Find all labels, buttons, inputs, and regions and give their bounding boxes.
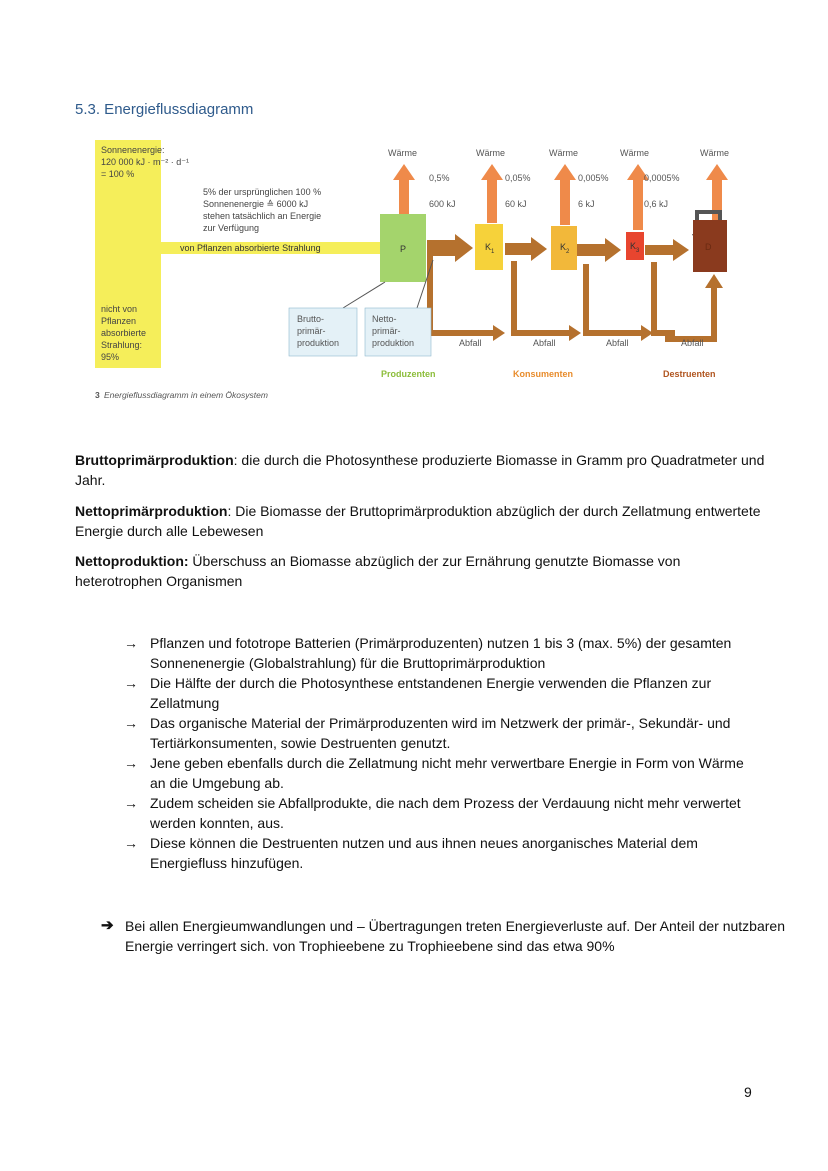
caption-number: 3: [95, 390, 100, 400]
box-label-k3: K: [630, 241, 637, 251]
group-consumers: Konsumenten: [513, 369, 574, 379]
summary-text: Bei allen Energieumwandlungen und – Übertragungen treten Energieverluste auf. Der Anteil der nutzbaren Energie verringert sich. von Trophieebene zu Trophieebene sind das etwa 90%: [125, 918, 785, 954]
group-decomposers: Destruenten: [663, 369, 716, 379]
list-item: [124, 673, 754, 713]
not-absorbed-3: absorbierte: [101, 328, 147, 338]
not-absorbed-2: Pflanzen: [101, 316, 137, 326]
flow-k2-k3: [577, 238, 621, 262]
list-item-text: Pflanzen und fototrope Batterien (Primärproduzenten) nutzen 1 bis 3 (max. 5%) der gesamten Sonnenenergie (Globalstrahlung) für die Bruttoprimärproduktion: [150, 635, 732, 671]
definition-text: Überschuss an Biomasse abzüglich der zur Ernährung genutzte Biomasse von heterotrophen Organismen: [75, 553, 681, 589]
definition-nettoproduktion: [75, 551, 765, 591]
box-sub-k1: 1: [491, 249, 495, 255]
arrow-icon: →: [124, 675, 138, 691]
box-sub-k2: 2: [566, 249, 570, 255]
list-item-text: Das organische Material der Primärproduzenten wird im Netzwerk der primär-, Sekundär- und Tertiärkonsumenten, sowie Destruenten genutzt.: [150, 715, 731, 751]
list-item: [124, 753, 754, 793]
brutto-line-3: produktion: [297, 338, 340, 348]
heat-arrow-k1: [481, 164, 503, 223]
energy-2: 60 kJ: [505, 199, 527, 209]
not-absorbed-1: nicht von: [101, 304, 138, 314]
waste-line-k2: [583, 264, 653, 341]
list-item: [124, 633, 754, 673]
summary-paragraph: [101, 916, 785, 956]
brutto-pointer: [343, 282, 385, 308]
definition-sep: :: [233, 452, 238, 468]
arrow-list: [124, 633, 754, 873]
list-item-text: Zudem scheiden sie Abfallprodukte, die nach dem Prozess der Verdauung nicht mehr verwertet werden konnten, aus.: [150, 795, 741, 831]
list-item: [124, 833, 754, 873]
definition-sep: :: [227, 503, 232, 519]
not-absorbed-5: 95%: [101, 352, 120, 362]
waste-line-k1: [511, 261, 581, 341]
list-item-text: Jene geben ebenfalls durch die Zellatmung nicht mehr verwertbare Energie in Form von Wärme an die Umgebung ab.: [150, 755, 744, 791]
percent-2: 0,05%: [505, 173, 531, 183]
list-item-text: Die Hälfte der durch die Photosynthese entstandenen Energie verwenden die Pflanzen zur Zellatmung: [150, 675, 712, 711]
box-label-p: P: [400, 244, 407, 254]
arrow-icon: →: [124, 635, 138, 651]
note-line-2: Sonnenenergie ≙ 6000 kJ: [203, 199, 309, 209]
absorbed-label: von Pflanzen absorbierte Strahlung: [180, 243, 321, 253]
box-sub-k3: 3: [636, 248, 640, 254]
section-heading: 5.3. Energieflussdiagramm: [75, 101, 254, 118]
arrow-icon: →: [124, 755, 138, 771]
percent-4: 0,0005%: [644, 173, 680, 183]
energy-flow-diagram: [95, 140, 755, 402]
heat-arrow-p: [393, 164, 415, 215]
definition-text: Die Biomasse der Bruttoprimärproduktion abzüglich der durch Zellatmung entwertete Energie durch alle Lebewesen: [75, 503, 761, 539]
list-item: [124, 713, 754, 753]
definition-term: Bruttoprimärproduktion: [75, 452, 234, 468]
note-line-3: stehen tatsächlich an Energie: [203, 211, 322, 221]
arrow-icon: →: [124, 795, 138, 811]
list-item-text: Diese können die Destruenten nutzen und aus ihnen neues anorganisches Material dem Energiefluss hinzufügen.: [150, 835, 698, 871]
percent-1: 0,5%: [429, 173, 450, 183]
box-label-k2: K: [560, 242, 567, 252]
sun-label-2: 120 000 kJ · m⁻² · d⁻¹: [101, 157, 190, 167]
heat-label-5: Wärme: [700, 148, 729, 158]
brutto-line-1: Brutto-: [297, 314, 325, 324]
definition-brutto: [75, 450, 765, 490]
netto-line-1: Netto-: [372, 314, 397, 324]
heat-label-1: Wärme: [388, 148, 417, 158]
sun-label-3: = 100 %: [101, 169, 135, 179]
brutto-line-2: primär-: [297, 326, 326, 336]
definition-term: Nettoprimärproduktion: [75, 503, 228, 519]
heat-arrow-k2: [554, 164, 576, 225]
waste-label-2: Abfall: [533, 338, 556, 348]
flow-k1-k2: [505, 237, 547, 261]
energy-3: 6 kJ: [578, 199, 595, 209]
heat-label-3: Wärme: [549, 148, 578, 158]
not-absorbed-4: Strahlung:: [101, 340, 143, 350]
energy-4: 0,6 kJ: [644, 199, 669, 209]
page-number: 9: [744, 1084, 752, 1100]
flow-k3-d: [645, 239, 689, 261]
note-line-4: zur Verfügung: [203, 223, 260, 233]
note-line-1: 5% der ursprünglichen 100 %: [203, 187, 322, 197]
box-label-d: D: [705, 242, 712, 252]
caption-text: Energieflussdiagramm in einem Ökosystem: [104, 390, 268, 400]
waste-label-1: Abfall: [459, 338, 482, 348]
sun-label-1: Sonnenenergie:: [101, 145, 165, 155]
waste-line-k3: [651, 262, 675, 336]
group-producers: Produzenten: [381, 369, 436, 379]
netto-line-3: produktion: [372, 338, 415, 348]
definition-text: die durch die Photosynthese produzierte Biomasse in Gramm pro Quadratmeter und Jahr.: [75, 452, 765, 488]
heat-label-2: Wärme: [476, 148, 505, 158]
heat-label-4: Wärme: [620, 148, 649, 158]
bold-arrow-icon: ➔: [101, 917, 114, 934]
list-item: [124, 793, 754, 833]
percent-3: 0,005%: [578, 173, 609, 183]
netto-line-2: primär-: [372, 326, 401, 336]
waste-label-4: Abfall: [681, 338, 704, 348]
arrow-icon: →: [124, 835, 138, 851]
waste-label-3: Abfall: [606, 338, 629, 348]
energy-1: 600 kJ: [429, 199, 456, 209]
arrow-icon: →: [124, 715, 138, 731]
box-label-k1: K: [485, 242, 492, 252]
definition-term: Nettoproduktion:: [75, 553, 189, 569]
definition-netto-primaer: [75, 501, 765, 541]
diagram-svg: [95, 140, 755, 402]
flow-p-k1: [427, 234, 473, 262]
